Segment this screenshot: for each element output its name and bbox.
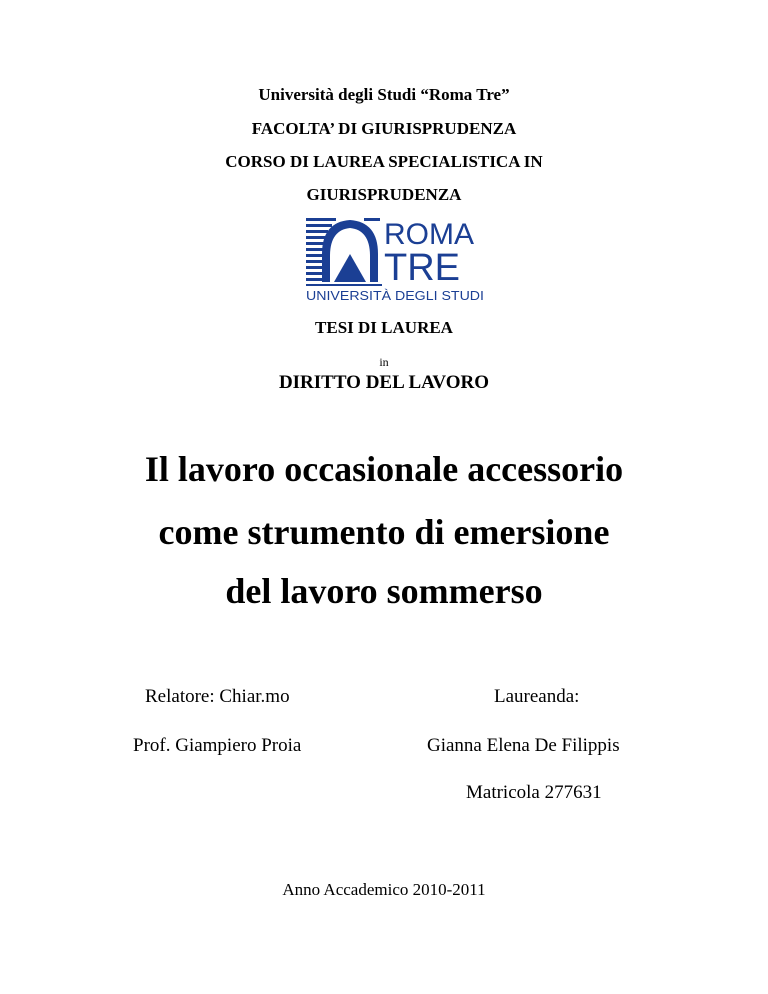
thesis-type: TESI DI LAUREA	[315, 318, 453, 337]
academic-year: Anno Accademico 2010-2011	[282, 880, 486, 899]
logo-word-roma: ROMA	[384, 218, 474, 251]
faculty-name: FACOLTA’ DI GIURISPRUDENZA	[251, 119, 517, 138]
university-name: Università degli Studi “Roma Tre”	[258, 85, 510, 104]
logo-subtitle: UNIVERSITÀ DEGLI STUDI	[306, 289, 463, 303]
roma-tre-logo	[304, 214, 486, 304]
relatore-label: Relatore: Chiar.mo	[145, 686, 290, 707]
laureanda-name: Gianna Elena De Filippis	[427, 735, 620, 756]
title-line-2: come strumento di emersione	[158, 512, 610, 552]
laureanda-label: Laureanda:	[494, 686, 580, 707]
logo-word-tre: TRE	[384, 247, 460, 289]
relatore-name: Prof. Giampiero Proia	[133, 735, 302, 756]
title-line-3: del lavoro sommerso	[225, 571, 543, 611]
course-line-2: GIURISPRUDENZA	[306, 185, 462, 204]
thesis-subject: DIRITTO DEL LAVORO	[278, 372, 490, 393]
matricola: Matricola 277631	[466, 782, 602, 803]
course-line-1: CORSO DI LAUREA SPECIALISTICA IN	[225, 152, 543, 171]
title-line-1: Il lavoro occasionale accessorio	[144, 449, 624, 489]
thesis-in: in	[379, 355, 389, 369]
